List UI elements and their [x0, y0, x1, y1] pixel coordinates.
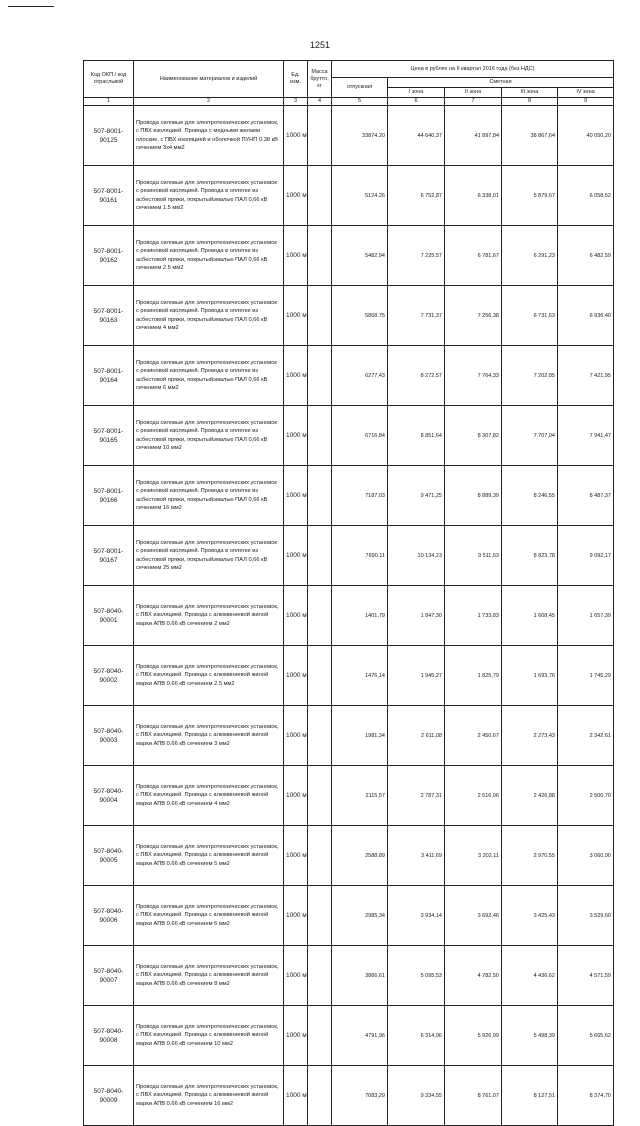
release-price: 5124.26	[332, 166, 388, 226]
zone-2-price: 9 511,63	[445, 526, 502, 586]
release-price: 7187,03	[332, 466, 388, 526]
zone-3-price: 7 707,04	[502, 406, 558, 466]
release-price: 1476,14	[332, 646, 388, 706]
zone-3-price: 1 608,45	[502, 586, 558, 646]
zone-3-price: 6 731,63	[502, 286, 558, 346]
zone-1-price: 5 095,53	[388, 946, 445, 1006]
item-mass	[308, 526, 332, 586]
item-name: Провода силовые для электротехнических установок с резиновой изоляцией. Провода в оплетке из асбестовой пряжи, покрытыйэмалью ПАЛ 0,66 кВ сечением 16 мм2	[134, 466, 284, 526]
zone-2-price: 3 202,11	[445, 826, 502, 886]
zone-4-price: 2 500,70	[558, 766, 614, 826]
zone-4-price: 6 936,40	[558, 286, 614, 346]
zone-4-price: 8 487,37	[558, 466, 614, 526]
zone-4-price: 7 421,95	[558, 346, 614, 406]
table-row	[84, 346, 614, 406]
release-price: 7083,29	[332, 1066, 388, 1126]
col-number: 4	[308, 98, 332, 106]
zone-4-price: 6 482,59	[558, 226, 614, 286]
col-number: 1	[84, 98, 134, 106]
zone-3-price: 5 879,67	[502, 166, 558, 226]
table-row	[84, 646, 614, 706]
zone-3-price: 8 823,78	[502, 526, 558, 586]
release-price: 7690.11	[332, 526, 388, 586]
zone-2-price: 7 764,33	[445, 346, 502, 406]
col-number: 2	[134, 98, 284, 106]
zone-3-price: 5 498,39	[502, 1006, 558, 1066]
item-mass	[308, 706, 332, 766]
zone-2-price: 8 307,82	[445, 406, 502, 466]
release-price: 2115,57	[332, 766, 388, 826]
zone-1-price: 9 334,55	[388, 1066, 445, 1126]
item-code: 507-8040-90005	[84, 826, 134, 886]
item-mass	[308, 586, 332, 646]
item-mass	[308, 1006, 332, 1066]
table-row	[84, 526, 614, 586]
zone-3-price: 8 246,55	[502, 466, 558, 526]
item-unit: 1000 м	[284, 286, 308, 346]
zone-1-price: 3 411,69	[388, 826, 445, 886]
header-unit: Ед. изм.	[284, 61, 308, 98]
zone-2-price: 4 782,50	[445, 946, 502, 1006]
item-code: 507-8040-90003	[84, 706, 134, 766]
table-row	[84, 466, 614, 526]
zone-2-price: 1 825,79	[445, 646, 502, 706]
table-row	[84, 886, 614, 946]
zone-1-price: 10 134,23	[388, 526, 445, 586]
zone-4-price: 1 745,29	[558, 646, 614, 706]
zone-1-price: 44 640,37	[388, 106, 445, 166]
item-code: 507-8040-90004	[84, 766, 134, 826]
zone-3-price: 2 273,43	[502, 706, 558, 766]
top-edge-line	[8, 6, 54, 7]
header-zone-2: II зона	[445, 88, 502, 98]
zone-2-price: 2 616,06	[445, 766, 502, 826]
item-code: 507-8001-90166	[84, 466, 134, 526]
header-release-price: отпускная	[332, 78, 388, 98]
zone-3-price: 7 202,85	[502, 346, 558, 406]
zone-1-price: 6 314,96	[388, 1006, 445, 1066]
release-price: 4791,96	[332, 1006, 388, 1066]
table-row	[84, 406, 614, 466]
zone-1-price: 6 752,87	[388, 166, 445, 226]
zone-4-price: 7 941,47	[558, 406, 614, 466]
item-mass	[308, 466, 332, 526]
item-mass	[308, 946, 332, 1006]
table-row	[84, 826, 614, 886]
col-number: 6	[388, 98, 445, 106]
table-row	[84, 586, 614, 646]
item-unit: 1000 м	[284, 166, 308, 226]
col-number: 9	[558, 98, 614, 106]
item-code: 507-8040-90006	[84, 886, 134, 946]
zone-4-price: 40 050,20	[558, 106, 614, 166]
release-price: 6277,43	[332, 346, 388, 406]
item-mass	[308, 1066, 332, 1126]
zone-4-price: 9 092,17	[558, 526, 614, 586]
item-unit: 1000 м	[284, 946, 308, 1006]
col-number: 7	[445, 98, 502, 106]
table-row	[84, 1066, 614, 1126]
zone-3-price: 38 867,64	[502, 106, 558, 166]
release-price: 1981,34	[332, 706, 388, 766]
page-number: 1251	[309, 40, 331, 50]
zone-4-price: 5 665,62	[558, 1006, 614, 1066]
zone-4-price: 1 657,39	[558, 586, 614, 646]
zone-1-price: 8 272,57	[388, 346, 445, 406]
header-name: Наименование материалов и изделий	[134, 61, 284, 98]
item-mass	[308, 766, 332, 826]
zone-4-price: 6 058,52	[558, 166, 614, 226]
zone-4-price: 3 060,90	[558, 826, 614, 886]
zone-4-price: 2 342,61	[558, 706, 614, 766]
item-unit: 1000 м	[284, 586, 308, 646]
item-code: 507-8001-90165	[84, 406, 134, 466]
item-code: 507-8040-90001	[84, 586, 134, 646]
zone-3-price: 4 436,62	[502, 946, 558, 1006]
item-name: Провода силовые для электротехнических установок, с ПВХ изоляцией. Провода с алюминиевой жилой марки АПВ 0.66 кВ сечением 8 мм2	[134, 946, 284, 1006]
zone-1-price: 9 471,25	[388, 466, 445, 526]
release-price: 2588,89	[332, 826, 388, 886]
zone-2-price: 7 256,38	[445, 286, 502, 346]
column-number-row	[84, 98, 614, 106]
item-name: Провода силовые для электротехнических установок, с ПВХ изоляцией. Провода с алюминиевой жилой марки АПВ 0.66 кВ сечением 16 мм2	[134, 1066, 284, 1126]
item-name: Провода силовые для электротехнических установок с резиновой изоляцией. Провода в оплетке из асбестовой пряжи, покрытыйэмалью ПАЛ 0,66 кВ сечением 6 мм2	[134, 346, 284, 406]
release-price: 1401,79	[332, 586, 388, 646]
item-mass	[308, 886, 332, 946]
item-unit: 1000 м	[284, 706, 308, 766]
item-name: Провода силовые для электротехнических установок, с ПВХ изоляцией. Провода с алюминиевой жилой марки АПВ 0.66 кВ сечением 2 мм2	[134, 586, 284, 646]
item-unit: 1000 м	[284, 226, 308, 286]
header-zone-3: III зона	[502, 88, 558, 98]
item-code: 507-8001-90125	[84, 106, 134, 166]
col-number: 3	[284, 98, 308, 106]
release-price: 6716,84	[332, 406, 388, 466]
zone-3-price: 2 970,55	[502, 826, 558, 886]
item-name: Провода силовые для электротехнических установок с резиновой изоляцией. Провода в оплетке из асбестовой пряжи, покрытыйэмалью ПАЛ 0,66 кВ сечением 4 мм2	[134, 286, 284, 346]
release-price: 3866,61	[332, 946, 388, 1006]
zone-2-price: 3 692,46	[445, 886, 502, 946]
zone-2-price: 6 781,67	[445, 226, 502, 286]
zone-4-price: 8 374,70	[558, 1066, 614, 1126]
item-code: 507-8001-90164	[84, 346, 134, 406]
zone-1-price: 1 847,30	[388, 586, 445, 646]
col-number: 8	[502, 98, 558, 106]
table-row	[84, 1006, 614, 1066]
header-price-title: Цена в рублях на II квартал 2016 года (без НДС)	[332, 61, 614, 78]
table-row	[84, 106, 614, 166]
item-code: 507-8001-90161	[84, 166, 134, 226]
zone-1-price: 1 945,27	[388, 646, 445, 706]
item-unit: 1000 м	[284, 646, 308, 706]
item-mass	[308, 226, 332, 286]
item-mass	[308, 106, 332, 166]
header-mass: Масса брутто, кг	[308, 61, 332, 98]
table-row	[84, 766, 614, 826]
zone-1-price: 7 731,37	[388, 286, 445, 346]
item-unit: 1000 м	[284, 1066, 308, 1126]
item-name: Провода силовые для электротехнических установок с резиновой изоляцией. Провода в оплетке из асбестовой пряжи, покрытыйэмалью ПАЛ 0,66 кВ сечением 1.5 мм2	[134, 166, 284, 226]
item-name: Провода силовые для электротехнических установок с резиновой изоляцией. Провода в оплетке из асбестовой пряжи, покрытыйэмалью ПАЛ 0,66 кВ сечением 25 мм2	[134, 526, 284, 586]
item-name: Провода силовые для электротехнических установок, с ПВХ изоляцией. Провода с алюминиевой жилой марки АПВ 0.66 кВ сечением 10 мм2	[134, 1006, 284, 1066]
zone-2-price: 8 761,07	[445, 1066, 502, 1126]
item-mass	[308, 406, 332, 466]
item-unit: 1000 м	[284, 886, 308, 946]
item-unit: 1000 м	[284, 526, 308, 586]
header-zone-4: IV зона	[558, 88, 614, 98]
zone-2-price: 41 897,84	[445, 106, 502, 166]
table-row	[84, 706, 614, 766]
zone-1-price: 8 851,64	[388, 406, 445, 466]
item-name: Провода силовые для электротехнических установок, с ПВХ изоляцией. Провода с медными жилами плоские, с ПВХ изоляцией и оболочкой ПУНП 0.38 кВ сечением 3х4 мм2	[134, 106, 284, 166]
item-code: 507-8040-90008	[84, 1006, 134, 1066]
col-number: 5	[332, 98, 388, 106]
item-name: Провода силовые для электротехнических установок, с ПВХ изоляцией. Провода с алюминиевой жилой марки АПВ 0.66 кВ сечением 3 мм2	[134, 706, 284, 766]
item-mass	[308, 346, 332, 406]
price-table	[83, 60, 614, 1126]
item-unit: 1000 м	[284, 106, 308, 166]
item-code: 507-8040-90002	[84, 646, 134, 706]
item-name: Провода силовые для электротехнических установок с резиновой изоляцией. Провода в оплетке из асбестовой пряжи, покрытыйэмалью ПАЛ 0,66 кВ сечением 2.5 мм2	[134, 226, 284, 286]
item-code: 507-8001-90162	[84, 226, 134, 286]
header-code: Код ОКП / код отрасльвой	[84, 61, 134, 98]
zone-3-price: 1 693,76	[502, 646, 558, 706]
item-unit: 1000 м	[284, 766, 308, 826]
zone-1-price: 7 225,57	[388, 226, 445, 286]
release-price: 5868.75	[332, 286, 388, 346]
zone-2-price: 1 733,83	[445, 586, 502, 646]
header-zone-1: I зона	[388, 88, 445, 98]
zone-2-price: 5 926,99	[445, 1006, 502, 1066]
zone-1-price: 2 787,31	[388, 766, 445, 826]
table-row	[84, 286, 614, 346]
item-unit: 1000 м	[284, 346, 308, 406]
zone-3-price: 2 426,88	[502, 766, 558, 826]
item-unit: 1000 м	[284, 1006, 308, 1066]
item-mass	[308, 826, 332, 886]
header-estimate-price: Сметная	[388, 78, 614, 88]
table-row	[84, 166, 614, 226]
release-price: 2985,34	[332, 886, 388, 946]
item-unit: 1000 м	[284, 466, 308, 526]
zone-2-price: 6 338,01	[445, 166, 502, 226]
zone-3-price: 8 127,51	[502, 1066, 558, 1126]
item-code: 507-8001-90167	[84, 526, 134, 586]
item-mass	[308, 286, 332, 346]
item-code: 507-8040-90007	[84, 946, 134, 1006]
item-unit: 1000 м	[284, 826, 308, 886]
zone-4-price: 3 529,60	[558, 886, 614, 946]
zone-2-price: 2 450,67	[445, 706, 502, 766]
zone-2-price: 8 889,39	[445, 466, 502, 526]
zone-4-price: 4 571,59	[558, 946, 614, 1006]
zone-1-price: 3 934,14	[388, 886, 445, 946]
zone-3-price: 6 291,23	[502, 226, 558, 286]
table-row	[84, 226, 614, 286]
item-mass	[308, 646, 332, 706]
zone-1-price: 2 611,08	[388, 706, 445, 766]
item-name: Провода силовые для электротехнических установок с резиновой изоляцией. Провода в оплетке из асбестовой пряжи, покрытыйэмалью ПАЛ 0,66 кВ сечением 10 мм2	[134, 406, 284, 466]
item-name: Провода силовые для электротехнических установок, с ПВХ изоляцией. Провода с алюминиевой жилой марки АПВ 0.66 кВ сечением 5 мм2	[134, 826, 284, 886]
zone-3-price: 3 425,43	[502, 886, 558, 946]
item-code: 507-8001-90163	[84, 286, 134, 346]
release-price: 33874.20	[332, 106, 388, 166]
table-row	[84, 946, 614, 1006]
item-unit: 1000 м	[284, 406, 308, 466]
item-name: Провода силовые для электротехнических установок, с ПВХ изоляцией. Провода с алюминиевой жилой марки АПВ 0.66 кВ сечением 4 мм2	[134, 766, 284, 826]
item-mass	[308, 166, 332, 226]
item-name: Провода силовые для электротехнических установок, с ПВХ изоляцией. Провода с алюминиевой жилой марки АПВ 0.66 кВ сечением 6 мм2	[134, 886, 284, 946]
item-name: Провода силовые для электротехнических установок, с ПВХ изоляцией. Провода с алюминиевой жилой марки АПВ 0.66 кВ сечением 2.5 мм2	[134, 646, 284, 706]
release-price: 5482,94	[332, 226, 388, 286]
item-code: 507-8040-90009	[84, 1066, 134, 1126]
